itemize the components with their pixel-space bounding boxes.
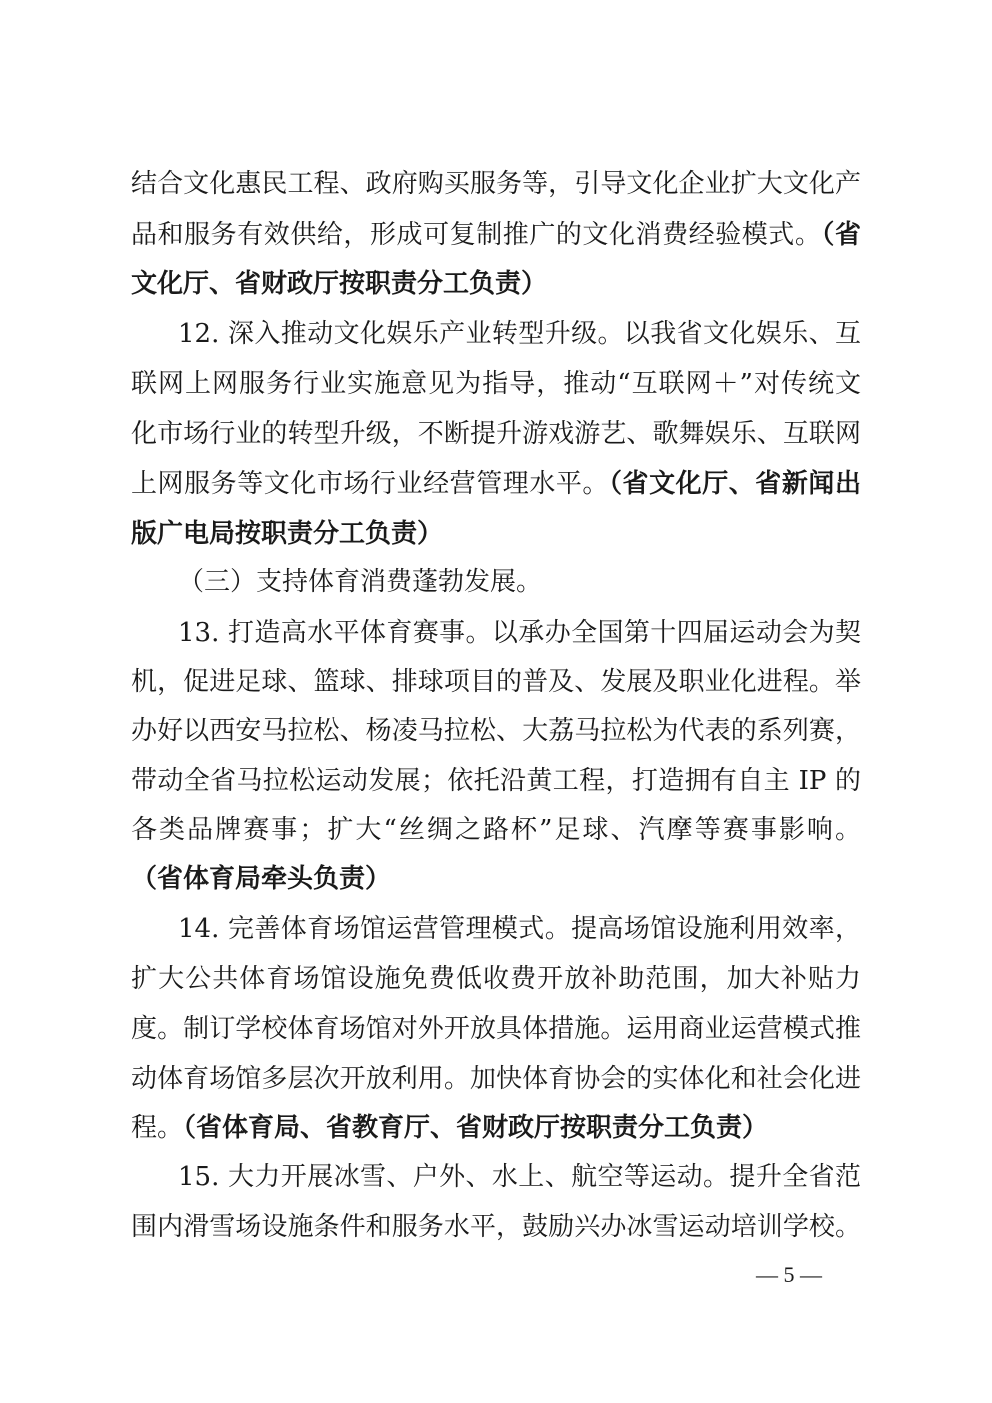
body-line-19 bbox=[131, 1059, 861, 1099]
item-14-heading-line bbox=[178, 909, 861, 949]
body-line-2 bbox=[131, 215, 861, 255]
item-13-heading-line bbox=[178, 613, 861, 653]
line-text: 上网服务等文化市场行业经营管理水平。 bbox=[131, 469, 609, 499]
line-text: 度。制订学校体育场馆对外开放具体措施。运用商业运营模式推 bbox=[131, 1014, 861, 1044]
line-text: 围内滑雪场设施条件和服务水平，鼓励兴办冰雪运动培训学校。 bbox=[131, 1212, 861, 1242]
body-line-15 bbox=[131, 859, 861, 899]
responsibility-note: （省体育局牵头负责） bbox=[131, 864, 392, 894]
body-line-13 bbox=[131, 761, 861, 801]
line-text: 品和服务有效供给，形成可复制推广的文化消费经验模式。 bbox=[131, 220, 822, 250]
line-text: 联网上网服务行业实施意见为指导，推动“互联网＋”对传统文 bbox=[131, 369, 861, 399]
responsibility-note: （省 bbox=[821, 220, 861, 250]
body-line-7 bbox=[131, 464, 861, 504]
line-text: 办好以西安马拉松、杨凌马拉松、大荔马拉松为代表的系列赛， bbox=[131, 716, 861, 746]
line-text: 化市场行业的转型升级，不断提升游戏游艺、歌舞娱乐、互联网 bbox=[131, 419, 861, 449]
line-text: 程。 bbox=[131, 1113, 184, 1143]
body-line-20 bbox=[131, 1108, 861, 1148]
line-text: 各类品牌赛事；扩大“丝绸之路杯”足球、汽摩等赛事影响。 bbox=[131, 815, 861, 845]
responsibility-note: 版广电局按职责分工负责） bbox=[131, 519, 444, 549]
line-text: 15. 大力开展冰雪、户外、水上、航空等运动。提升全省范 bbox=[178, 1162, 861, 1192]
body-line-6 bbox=[131, 414, 861, 454]
item-15-heading-line bbox=[178, 1157, 861, 1197]
body-line-14 bbox=[131, 810, 861, 850]
responsibility-note: 文化厅、省财政厅按职责分工负责） bbox=[131, 269, 548, 299]
body-line-12 bbox=[131, 711, 861, 751]
line-text: 扩大公共体育场馆设施免费低收费开放补助范围，加大补贴力 bbox=[131, 964, 861, 994]
body-line-5 bbox=[131, 364, 861, 404]
line-text: 14. 完善体育场馆运营管理模式。提高场馆设施利用效率， bbox=[178, 914, 861, 944]
body-line-8 bbox=[131, 514, 861, 554]
section-heading-text: （三）支持体育消费蓬勃发展。 bbox=[178, 567, 543, 597]
line-text: 带动全省马拉松运动发展；依托沿黄工程，打造拥有自主 IP 的 bbox=[131, 766, 861, 796]
body-line-18 bbox=[131, 1009, 861, 1049]
section-heading-3 bbox=[178, 562, 861, 602]
body-line-1 bbox=[131, 164, 861, 204]
body-line-3 bbox=[131, 264, 861, 304]
line-text: 结合文化惠民工程、政府购买服务等，引导文化企业扩大文化产 bbox=[131, 169, 861, 199]
body-line-11 bbox=[131, 662, 861, 702]
line-text: 13. 打造高水平体育赛事。以承办全国第十四届运动会为契 bbox=[178, 618, 861, 648]
body-line-22 bbox=[131, 1207, 861, 1247]
line-text: 机，促进足球、篮球、排球项目的普及、发展及职业化进程。举 bbox=[131, 667, 861, 697]
item-12-heading-line bbox=[178, 314, 861, 354]
line-text: 动体育场馆多层次开放利用。加快体育协会的实体化和社会化进 bbox=[131, 1064, 861, 1094]
responsibility-note: （省体育局、省教育厅、省财政厅按职责分工负责） bbox=[183, 1113, 769, 1143]
line-text: 12. 深入推动文化娱乐产业转型升级。以我省文化娱乐、互 bbox=[178, 319, 861, 349]
responsibility-note: （省文化厅、省新闻出 bbox=[608, 469, 861, 499]
page-number: — 5 — bbox=[756, 1262, 822, 1287]
body-line-17 bbox=[131, 959, 861, 999]
